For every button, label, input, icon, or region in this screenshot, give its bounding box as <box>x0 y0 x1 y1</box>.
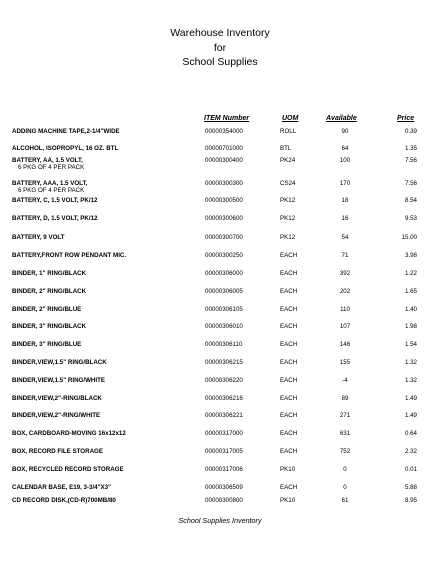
available-cell: 0 <box>343 466 347 473</box>
item-description: ADDING MACHINE TAPE,2-1/4"WIDE <box>12 128 120 135</box>
item-description-detail: 6 PKG OF 4 PER PACK <box>18 164 85 171</box>
available-cell: 155 <box>339 359 351 366</box>
table-row <box>0 323 440 339</box>
uom-cell: EACH <box>280 252 298 259</box>
item-number-cell: 00000306005 <box>205 288 243 295</box>
item-number-cell: 00000306215 <box>205 359 243 366</box>
item-number-cell: 00000300800 <box>205 497 243 504</box>
table-row <box>0 466 440 482</box>
uom-cell: EACH <box>280 323 298 330</box>
item-description: BOX, CARDBOARD-MOVING 16x12x12 <box>12 430 126 437</box>
available-cell: 0 <box>343 484 347 491</box>
available-cell: 61 <box>341 497 349 504</box>
item-number-cell: 00000300600 <box>205 215 243 222</box>
item-description: BINDER, 1" RING/BLACK <box>12 270 87 277</box>
item-number-cell: 00000306105 <box>205 306 243 313</box>
item-description: BINDER, 2" RING/BLACK <box>12 288 87 295</box>
item-description: BOX, RECYCLED RECORD STORAGE <box>12 466 124 473</box>
table-row <box>0 270 440 286</box>
table-row <box>0 288 440 304</box>
available-cell: 170 <box>339 180 351 187</box>
uom-cell: EACH <box>280 430 298 437</box>
item-number-cell: 00000306216 <box>205 395 243 402</box>
price-cell: 8.95 <box>404 497 417 504</box>
item-number-cell: 00000354000 <box>205 128 243 135</box>
uom-cell: ROLL <box>280 128 297 135</box>
item-description: BINDER, 3" RING/BLACK <box>12 323 87 330</box>
item-description: BINDER,VIEW,2"-RING/WHITE <box>12 412 101 419</box>
item-number-cell: 00000306509 <box>205 484 243 491</box>
price-cell: 3.98 <box>404 252 417 259</box>
available-cell: 107 <box>339 323 351 330</box>
uom-cell: EACH <box>280 395 298 402</box>
price-cell: 0.64 <box>404 430 417 437</box>
table-row <box>0 157 440 173</box>
item-description: BOX, RECORD FILE STORAGE <box>12 448 103 455</box>
table-row <box>0 306 440 322</box>
available-cell: 89 <box>341 395 349 402</box>
price-cell: 1.32 <box>404 359 417 366</box>
column-header-uom: UOM <box>282 115 299 122</box>
available-cell: 64 <box>341 145 349 152</box>
item-number-cell: 00000306110 <box>205 341 243 348</box>
item-description: BATTERY, 9 VOLT <box>12 234 65 241</box>
item-number-cell: 00000300700 <box>205 234 243 241</box>
uom-cell: EACH <box>280 412 298 419</box>
available-cell: 90 <box>341 128 349 135</box>
item-description: BATTERY, D, 1.5 VOLT, PK/12 <box>12 215 98 222</box>
available-cell: 392 <box>339 270 351 277</box>
uom-cell: PK24 <box>280 157 296 164</box>
uom-cell: PK12 <box>280 197 296 204</box>
item-description: CD RECORD DISK,(CD-R)700MB/80 <box>12 497 116 504</box>
price-cell: 2.32 <box>404 448 417 455</box>
available-cell: 631 <box>339 430 351 437</box>
uom-cell: PK12 <box>280 234 296 241</box>
price-cell: 1.49 <box>404 412 417 419</box>
item-number-cell: 00000300400 <box>205 157 243 164</box>
table-row <box>0 215 440 231</box>
available-cell: 71 <box>341 252 349 259</box>
price-cell: 1.35 <box>404 145 417 152</box>
item-description: BATTERY,FRONT ROW PENDANT MIC. <box>12 252 127 259</box>
item-description: BATTERY, AAA, 1.5 VOLT, <box>12 180 88 187</box>
uom-cell: EACH <box>280 377 298 384</box>
price-cell: 0.01 <box>404 466 417 473</box>
uom-cell: EACH <box>280 359 298 366</box>
document-title-line-3: School Supplies <box>182 56 258 68</box>
uom-cell: CS24 <box>280 180 296 187</box>
uom-cell: EACH <box>280 288 298 295</box>
item-number-cell: 00000317006 <box>205 466 243 473</box>
uom-cell: PK10 <box>280 497 296 504</box>
item-description-detail: 6 PKG OF 4 PER PACK <box>18 187 85 194</box>
price-cell: 9.53 <box>404 215 417 222</box>
price-cell: 1.65 <box>404 288 417 295</box>
available-cell: 146 <box>339 341 351 348</box>
price-cell: 15.00 <box>401 234 417 241</box>
price-cell: 1.32 <box>404 377 417 384</box>
table-row <box>0 128 440 144</box>
table-row <box>0 395 440 411</box>
column-header-price: Price <box>397 115 415 122</box>
item-description: BINDER, 3" RING/BLUE <box>12 341 82 348</box>
item-number-cell: 00000306221 <box>205 412 243 419</box>
table-row <box>0 497 440 513</box>
price-cell: 5.88 <box>404 484 417 491</box>
table-row <box>0 448 440 464</box>
item-description: BINDER,VIEW,1.5" RING/BLACK <box>12 359 107 366</box>
price-cell: 7.56 <box>404 157 417 164</box>
price-cell: 7.56 <box>404 180 417 187</box>
item-number-cell: 00000306000 <box>205 270 243 277</box>
column-header-item-number: ITEM Number <box>204 115 250 122</box>
item-number-cell: 00000306220 <box>205 377 243 384</box>
item-number-cell: 00000306010 <box>205 323 243 330</box>
item-description: BATTERY, AA, 1.5 VOLT, <box>12 157 83 164</box>
item-description: BINDER,VIEW,1.5" RING/WHITE <box>12 377 106 384</box>
item-description: ALCOHOL, ISOPROPYL, 16 OZ. BTL <box>12 145 119 152</box>
document-title-line-1: Warehouse Inventory <box>170 27 270 39</box>
uom-cell: PK12 <box>280 215 296 222</box>
table-row <box>0 341 440 357</box>
available-cell: 202 <box>339 288 351 295</box>
uom-cell: BTL <box>280 145 292 152</box>
item-number-cell: 00000701000 <box>205 145 243 152</box>
item-number-cell: 00000300250 <box>205 252 243 259</box>
table-row <box>0 412 440 428</box>
item-number-cell: 00000317000 <box>205 430 243 437</box>
item-number-cell: 00000300500 <box>205 197 243 204</box>
available-cell: -4 <box>342 377 348 384</box>
uom-cell: EACH <box>280 484 298 491</box>
column-header-available: Available <box>326 115 357 122</box>
item-description: BATTERY, C, 1.5 VOLT, PK/12 <box>12 197 98 204</box>
price-cell: 1.22 <box>404 270 417 277</box>
table-row <box>0 252 440 268</box>
item-description: BINDER, 2" RING/BLUE <box>12 306 82 313</box>
available-cell: 54 <box>341 234 349 241</box>
page-footer: School Supplies Inventory <box>178 516 262 525</box>
price-cell: 1.54 <box>404 341 417 348</box>
uom-cell: PK10 <box>280 466 296 473</box>
price-cell: 1.40 <box>404 306 417 313</box>
item-description: BINDER,VIEW,2"-RING/BLACK <box>12 395 102 402</box>
item-number-cell: 00000317005 <box>205 448 243 455</box>
table-row <box>0 180 440 196</box>
available-cell: 110 <box>340 306 350 313</box>
table-row <box>0 430 440 446</box>
uom-cell: EACH <box>280 306 298 313</box>
item-number-cell: 00000300300 <box>205 180 243 187</box>
table-row <box>0 359 440 375</box>
available-cell: 100 <box>339 157 351 164</box>
price-cell: 1.98 <box>404 323 417 330</box>
uom-cell: EACH <box>280 270 298 277</box>
available-cell: 752 <box>339 448 351 455</box>
uom-cell: EACH <box>280 448 298 455</box>
price-cell: 1.49 <box>404 395 417 402</box>
table-row <box>0 377 440 393</box>
uom-cell: EACH <box>280 341 298 348</box>
available-cell: 16 <box>341 215 349 222</box>
price-cell: 0.39 <box>404 128 417 135</box>
document-title-line-2: for <box>213 42 227 54</box>
available-cell: 271 <box>339 412 351 419</box>
price-cell: 8.54 <box>404 197 417 204</box>
table-row <box>0 234 440 250</box>
table-row <box>0 197 440 213</box>
available-cell: 18 <box>341 197 349 204</box>
item-description: CALENDAR BASE, E19, 3-3/4"X3" <box>12 484 112 491</box>
